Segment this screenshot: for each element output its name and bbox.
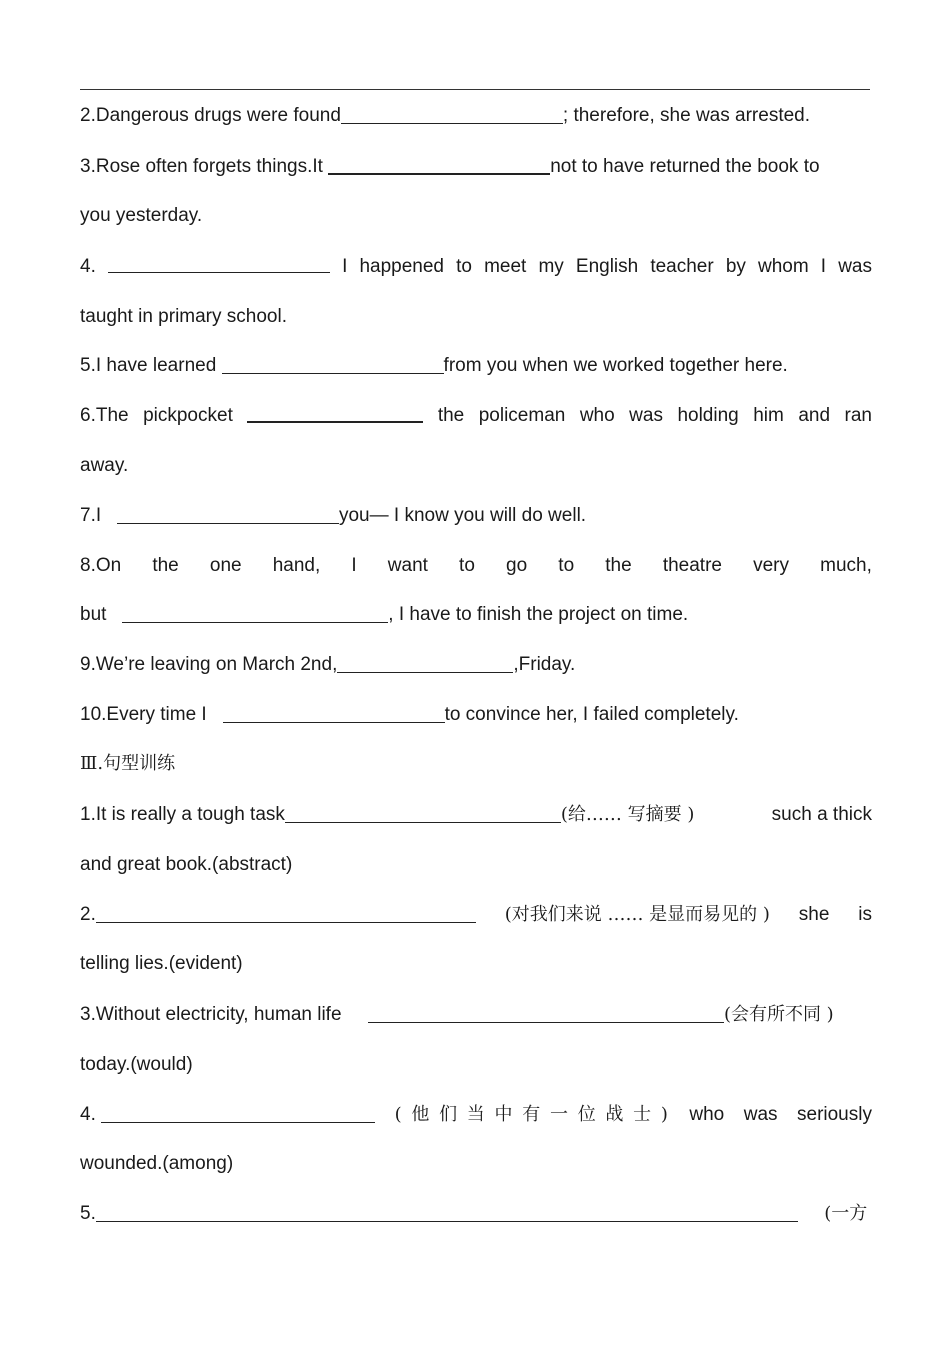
blank-q4[interactable]	[108, 252, 330, 273]
word: teacher	[650, 256, 714, 277]
word: she	[798, 904, 830, 925]
word: who	[579, 405, 615, 426]
word: I	[342, 256, 348, 277]
word: whom	[758, 256, 809, 277]
question-8-rest: , I have to finish the project on time.	[388, 604, 689, 625]
blank-drill-1[interactable]	[285, 802, 561, 823]
word: my	[538, 256, 564, 277]
drill-4	[80, 1100, 872, 1130]
word: holding	[677, 405, 739, 426]
blank-q5[interactable]	[222, 353, 444, 374]
word: him	[753, 405, 784, 426]
question-5-rest: from you when we worked together here.	[443, 355, 788, 376]
blank-q9[interactable]	[337, 652, 513, 673]
question-3-cont: you yesterday.	[80, 205, 203, 226]
question-3	[80, 152, 872, 182]
word: theatre	[662, 555, 722, 576]
word: pickpocket	[143, 405, 233, 426]
question-7	[80, 501, 872, 531]
drill-4-cont: wounded.(among)	[80, 1153, 234, 1174]
drill-2-cont: telling lies.(evident)	[80, 953, 243, 974]
question-9	[80, 650, 872, 680]
blank-q6[interactable]	[247, 401, 423, 423]
question-9-text: 9.We’re leaving on March 2nd,	[80, 654, 338, 675]
word: and	[798, 405, 831, 426]
question-5-text: 5.I have learned	[80, 355, 217, 376]
question-8-cont	[80, 600, 872, 630]
blank-drill-5[interactable]	[96, 1201, 798, 1222]
drill-3-cont: today.(would)	[80, 1054, 193, 1075]
drill-1-hint: (给…… 写摘要 )	[560, 804, 695, 825]
word: meet	[484, 256, 527, 277]
question-6	[80, 401, 872, 431]
question-2	[80, 101, 872, 131]
blank-q8[interactable]	[122, 602, 388, 623]
word: the	[437, 405, 465, 426]
blank-drill-2[interactable]	[96, 902, 476, 923]
word: English	[575, 256, 639, 277]
question-6-text: 6.The	[80, 405, 129, 426]
word: the	[605, 555, 632, 576]
drill-1	[80, 800, 872, 830]
word: policeman	[478, 405, 566, 426]
question-10-rest: to convince her, I failed completely.	[444, 704, 739, 725]
word: to	[459, 555, 475, 576]
blank-q7[interactable]	[117, 503, 339, 524]
question-9-rest: ,Friday.	[513, 654, 576, 675]
question-10	[80, 700, 872, 730]
word: very	[753, 555, 790, 576]
word: happened	[359, 256, 445, 277]
word: I	[351, 555, 357, 576]
drill-2	[80, 900, 872, 930]
question-5	[80, 351, 872, 381]
question-4	[80, 252, 872, 282]
word: ran	[844, 405, 872, 426]
word: is	[858, 904, 872, 925]
question-8	[80, 551, 872, 581]
drill-5-number: 5.	[80, 1203, 96, 1224]
question-3-text: 3.Rose often forgets things.It	[80, 156, 323, 177]
drill-3-hint: (会有所不同 )	[723, 1004, 834, 1025]
drill-2-number: 2.	[80, 904, 96, 925]
header-rule	[80, 89, 870, 90]
question-10-text: 10.Every time I	[80, 704, 207, 725]
drill-3	[80, 1000, 872, 1030]
word: seriously	[797, 1104, 872, 1125]
blank-drill-4[interactable]	[101, 1102, 375, 1123]
question-6-cont: away.	[80, 455, 129, 476]
drill-4-hint: ( 他 们 当 中 有 一 位 战 士 )	[394, 1104, 670, 1125]
blank-drill-3[interactable]	[368, 1002, 724, 1023]
drill-3-text: 3.Without electricity, human life	[80, 1004, 342, 1025]
drill-4-number: 4.	[80, 1104, 96, 1125]
section-heading: Ⅲ.句型训练	[80, 753, 176, 774]
word: one	[209, 555, 242, 576]
word: to	[558, 555, 575, 576]
question-2-rest: ; therefore, she was arrested.	[562, 105, 811, 126]
word: hand,	[272, 555, 321, 576]
word: 8.On	[80, 555, 122, 576]
drill-2-hint: (对我们来说 …… 是显而易见的 )	[504, 904, 770, 925]
blank-q2[interactable]	[341, 103, 563, 124]
word: much,	[820, 555, 872, 576]
word: who	[689, 1104, 725, 1125]
question-4-number: 4.	[80, 256, 96, 277]
question-7-rest: you— I know you will do well.	[338, 505, 587, 526]
word: was	[629, 405, 663, 426]
word: was	[838, 256, 872, 277]
drill-5	[80, 1199, 872, 1229]
drill-1-cont: and great book.(abstract)	[80, 854, 293, 875]
word: go	[506, 555, 528, 576]
word: want	[387, 555, 428, 576]
question-8-but: but	[80, 604, 107, 625]
question-4-cont: taught in primary school.	[80, 306, 287, 327]
drill-1-rest: such a thick	[771, 804, 872, 825]
word: was	[743, 1104, 778, 1125]
question-3-rest: not to have returned the book to	[550, 156, 820, 177]
word: I	[820, 256, 827, 277]
word: by	[725, 256, 746, 277]
word: the	[152, 555, 179, 576]
blank-q3[interactable]	[328, 153, 550, 175]
word: to	[456, 256, 472, 277]
question-7-text: 7.I	[80, 505, 102, 526]
drill-5-hint: (一方	[824, 1203, 868, 1224]
blank-q10[interactable]	[223, 702, 445, 723]
question-2-text: 2.Dangerous drugs were found	[80, 105, 341, 126]
drill-1-text: 1.It is really a tough task	[80, 804, 285, 825]
